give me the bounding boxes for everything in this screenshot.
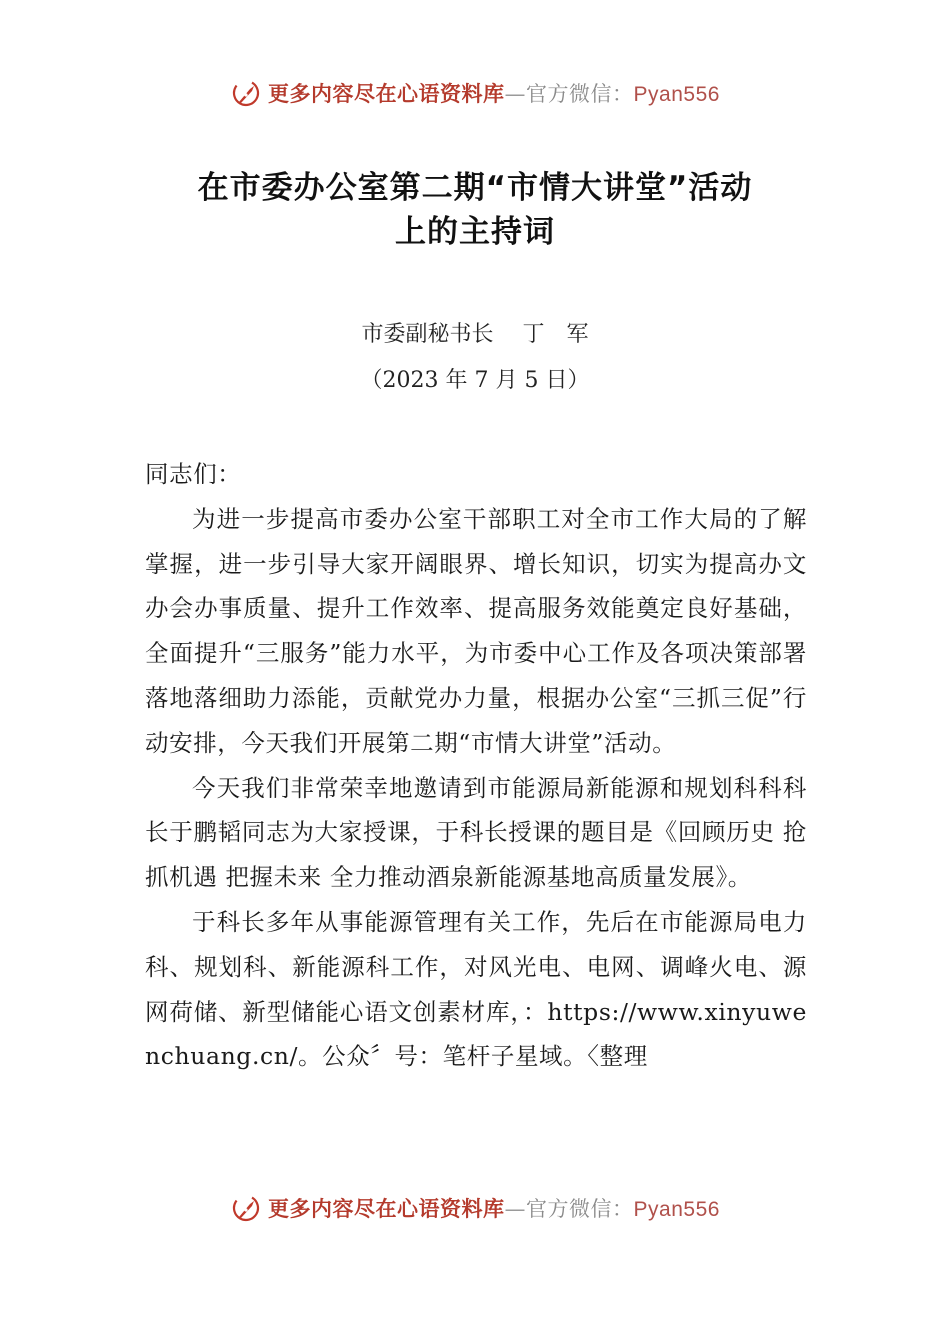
document-body [145, 452, 807, 1079]
title-line-2: 上的主持词 [395, 214, 555, 250]
banner-text: 更多内容尽在心语资料库—官方微信：Pyan556 [268, 82, 720, 106]
title-line-1: 在市委办公室第二期“市情大讲堂”活动 [197, 170, 753, 206]
document-title [0, 166, 950, 254]
pen-nib-logo-icon [230, 77, 262, 109]
author-line: 市委副秘书长 丁 军 [361, 322, 589, 347]
paragraph-3: 于科长多年从事能源管理有关工作，先后在市能源局电力科、规划科、新能源科工作，对风光电、电网、调峰火电、源网荷储、新型储能心语文创素材库，：https://www.xinyuwenchuang.cn/。公众〞号：笔杆子星域。〈整理 [145, 907, 807, 1071]
paragraph-2: 今天我们非常荣幸地邀请到市能源局新能源和规划科科科长于鹏韬同志为大家授课，于科长授课的题目是《回顾历史 抢抓机遇 把握未来 全力推动酒泉新能源基地高质量发展》。 [145, 773, 807, 892]
banner-text: 更多内容尽在心语资料库—官方微信：Pyan556 [268, 1197, 720, 1221]
pen-nib-logo-icon [230, 1192, 262, 1224]
salutation: 同志们： [145, 460, 242, 488]
top-watermark-banner [0, 68, 950, 118]
date-line: （2023 年 7 月 5 日） [360, 368, 590, 393]
bottom-watermark-banner [0, 1183, 950, 1233]
paragraph-1: 为进一步提高市委办公室干部职工对全市工作大局的了解掌握，进一步引导大家开阔眼界、增长知识，切实为提高办文办会办事质量、提升工作效率、提高服务效能奠定良好基础，全面提升“三服务”能力水平，为市委中心工作及各项决策部署落地落细助力添能，贡献党办力量，根据办公室“三抓三促”行动安排，今天我们开展第二期“市情大讲堂”活动。 [145, 504, 807, 757]
